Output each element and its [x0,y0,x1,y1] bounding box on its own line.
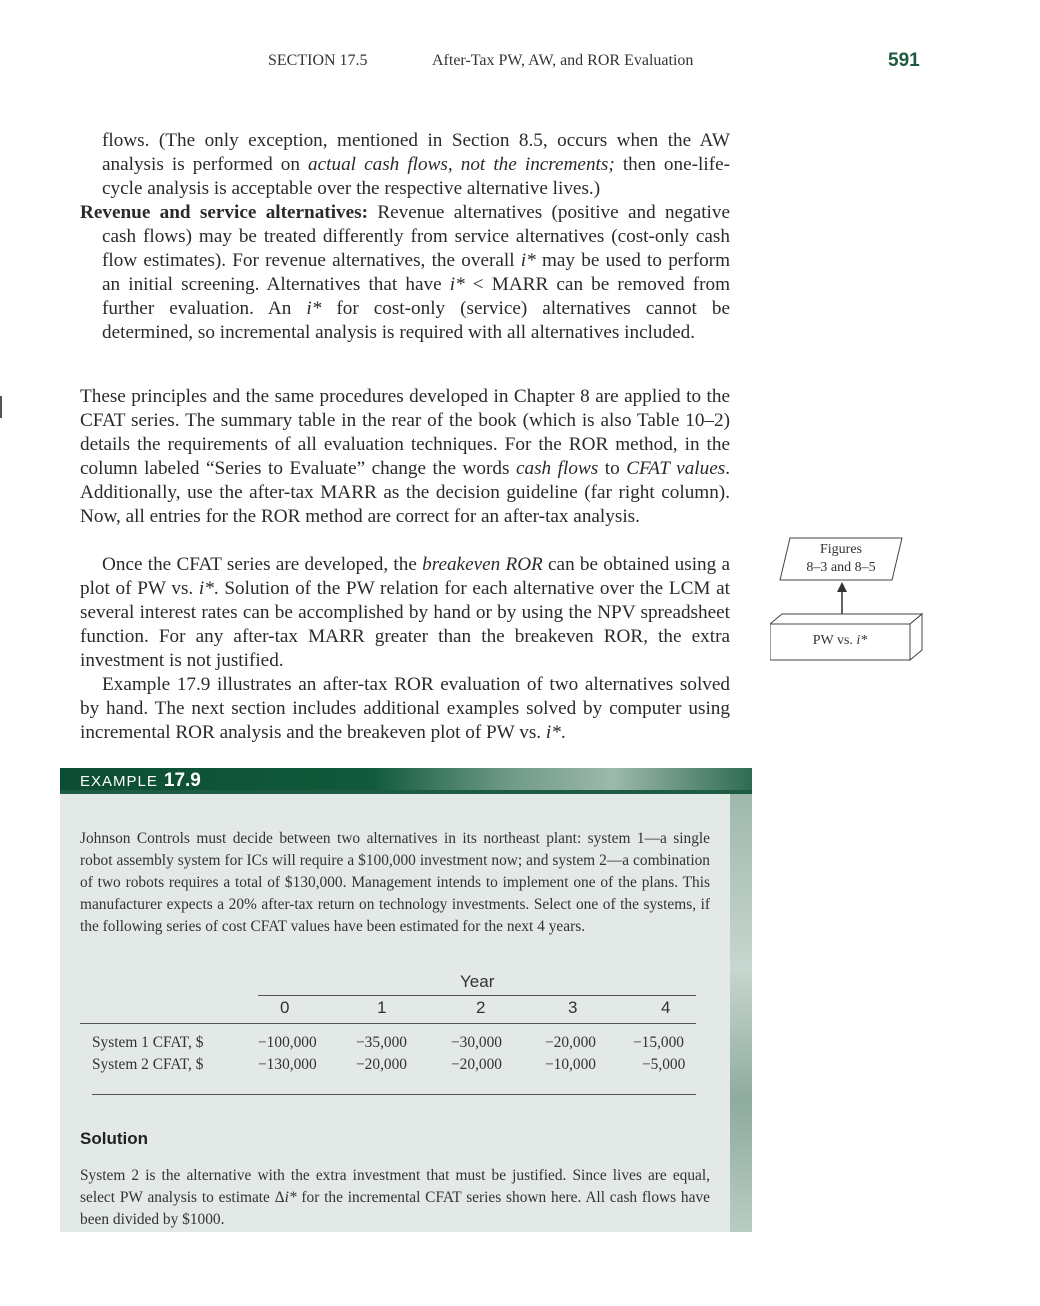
arrow-up-icon [837,582,847,592]
table-cell: −20,000 [356,1056,408,1073]
table-cell: −130,000 [258,1056,317,1073]
table-cell: −15,000 [633,1034,685,1051]
table-cell: −35,000 [356,1034,408,1051]
table-cell: −100,000 [258,1034,317,1051]
example-problem: Johnson Controls must decide between two alternatives in its northeast plant: system 1—a single robot assembly system for ICs will require a $100,000 investment now; and system 2—a combination of two robots requires a total of $130,000. Management intends to implement one of the plans. This manufacturer expects a 20% after-tax return on technology investments. Select one of the systems, if the following series of cost CFAT values have been estimated for the next 4 years. [80,830,710,936]
item-lead: Revenue and service alternatives: [80,202,368,224]
table-cell: −20,000 [451,1056,503,1073]
section-label: SECTION 17.5 [268,52,368,69]
table-cell: −5,000 [642,1056,686,1073]
row-label: System 1 CFAT, $ [92,1034,204,1051]
margin-mark [0,396,2,418]
solution-heading: Solution [80,1129,148,1148]
paragraph-continued: flows. (The only exception, mentioned in Section 8.5, occurs when the AW analysis is performed on actual cash flows, not the increments; then one-life-cycle analysis is acceptable over the respective alternative lives.) [102,130,730,200]
paragraph-breakeven: Once the CFAT series are developed, the breakeven ROR can be obtained using a plot of PW vs. i*. Solution of the PW relation for each alternative over the LCM at several interest rates can be accomplished by hand or by using the NPV spreadsheet function. For any after-tax MARR greater than the breakeven ROR, the extra investment is not justified. [80,554,730,672]
paragraph-principles: These principles and the same procedures developed in Chapter 8 are applied to the CFAT series. The summary table in the rear of the book (which is also Table 10–2) details the requirements of all evaluation techniques. For the ROR method, in the column labeled “Series to Evaluate” change the words cash flows to CFAT values. Additionally, use the after-tax MARR as the decision guideline (far right column). Now, all entries for the ROR method are correct for an after-tax analysis. [80,386,730,528]
table-cell: −20,000 [545,1034,597,1051]
year-cell: 2 [476,998,486,1017]
revenue-service-item: Revenue and service alternatives: Revenue alternatives (positive and negative cash flows) may be treated differently from service alternatives (cost-only cash flow estimates). For revenue alternatives, the overall i* may be used to perform an initial screening. Alternatives that have i* < MARR can be removed from further evaluation. An i* for cost-only (service) alternatives cannot be determined, so incremental analysis is required with all alternatives included. [80,202,730,344]
row-label: System 2 CFAT, $ [92,1056,204,1073]
year-cell: 4 [661,998,671,1017]
table-bottom-rule [92,1094,696,1095]
example-label: EXAMPLE 17.9 [80,770,201,791]
running-title: After-Tax PW, AW, and ROR Evaluation [432,52,694,69]
table-header-rule [258,995,696,996]
example-side-strip [730,794,752,1232]
example-number: 17.9 [163,770,201,791]
solution-text: System 2 is the alternative with the extra investment that must be justified. Since lives are equal, select PW analysis to estimate Δi* for the incremental CFAT series shown here. All cash flows have been divided by $1000. [80,1167,710,1229]
year-cell: 3 [568,998,578,1017]
paragraph-example-intro: Example 17.9 illustrates an after-tax ROR evaluation of two alternatives solved by hand. The next section includes additional examples solved by computer using incremental ROR analysis and the breakeven plot of PW vs. i*. [80,674,730,744]
table-cell: −30,000 [451,1034,503,1051]
figures-reference-text: Figures 8–3 and 8–5 [806,542,876,575]
page-number: 591 [888,50,920,71]
year-cell: 1 [377,998,387,1017]
table-column-rule [80,1023,696,1024]
table-year-header: Year [460,972,495,991]
pw-vs-i-label: PW vs. i* [812,633,868,648]
year-cell: 0 [280,998,290,1017]
table-cell: −10,000 [545,1056,597,1073]
